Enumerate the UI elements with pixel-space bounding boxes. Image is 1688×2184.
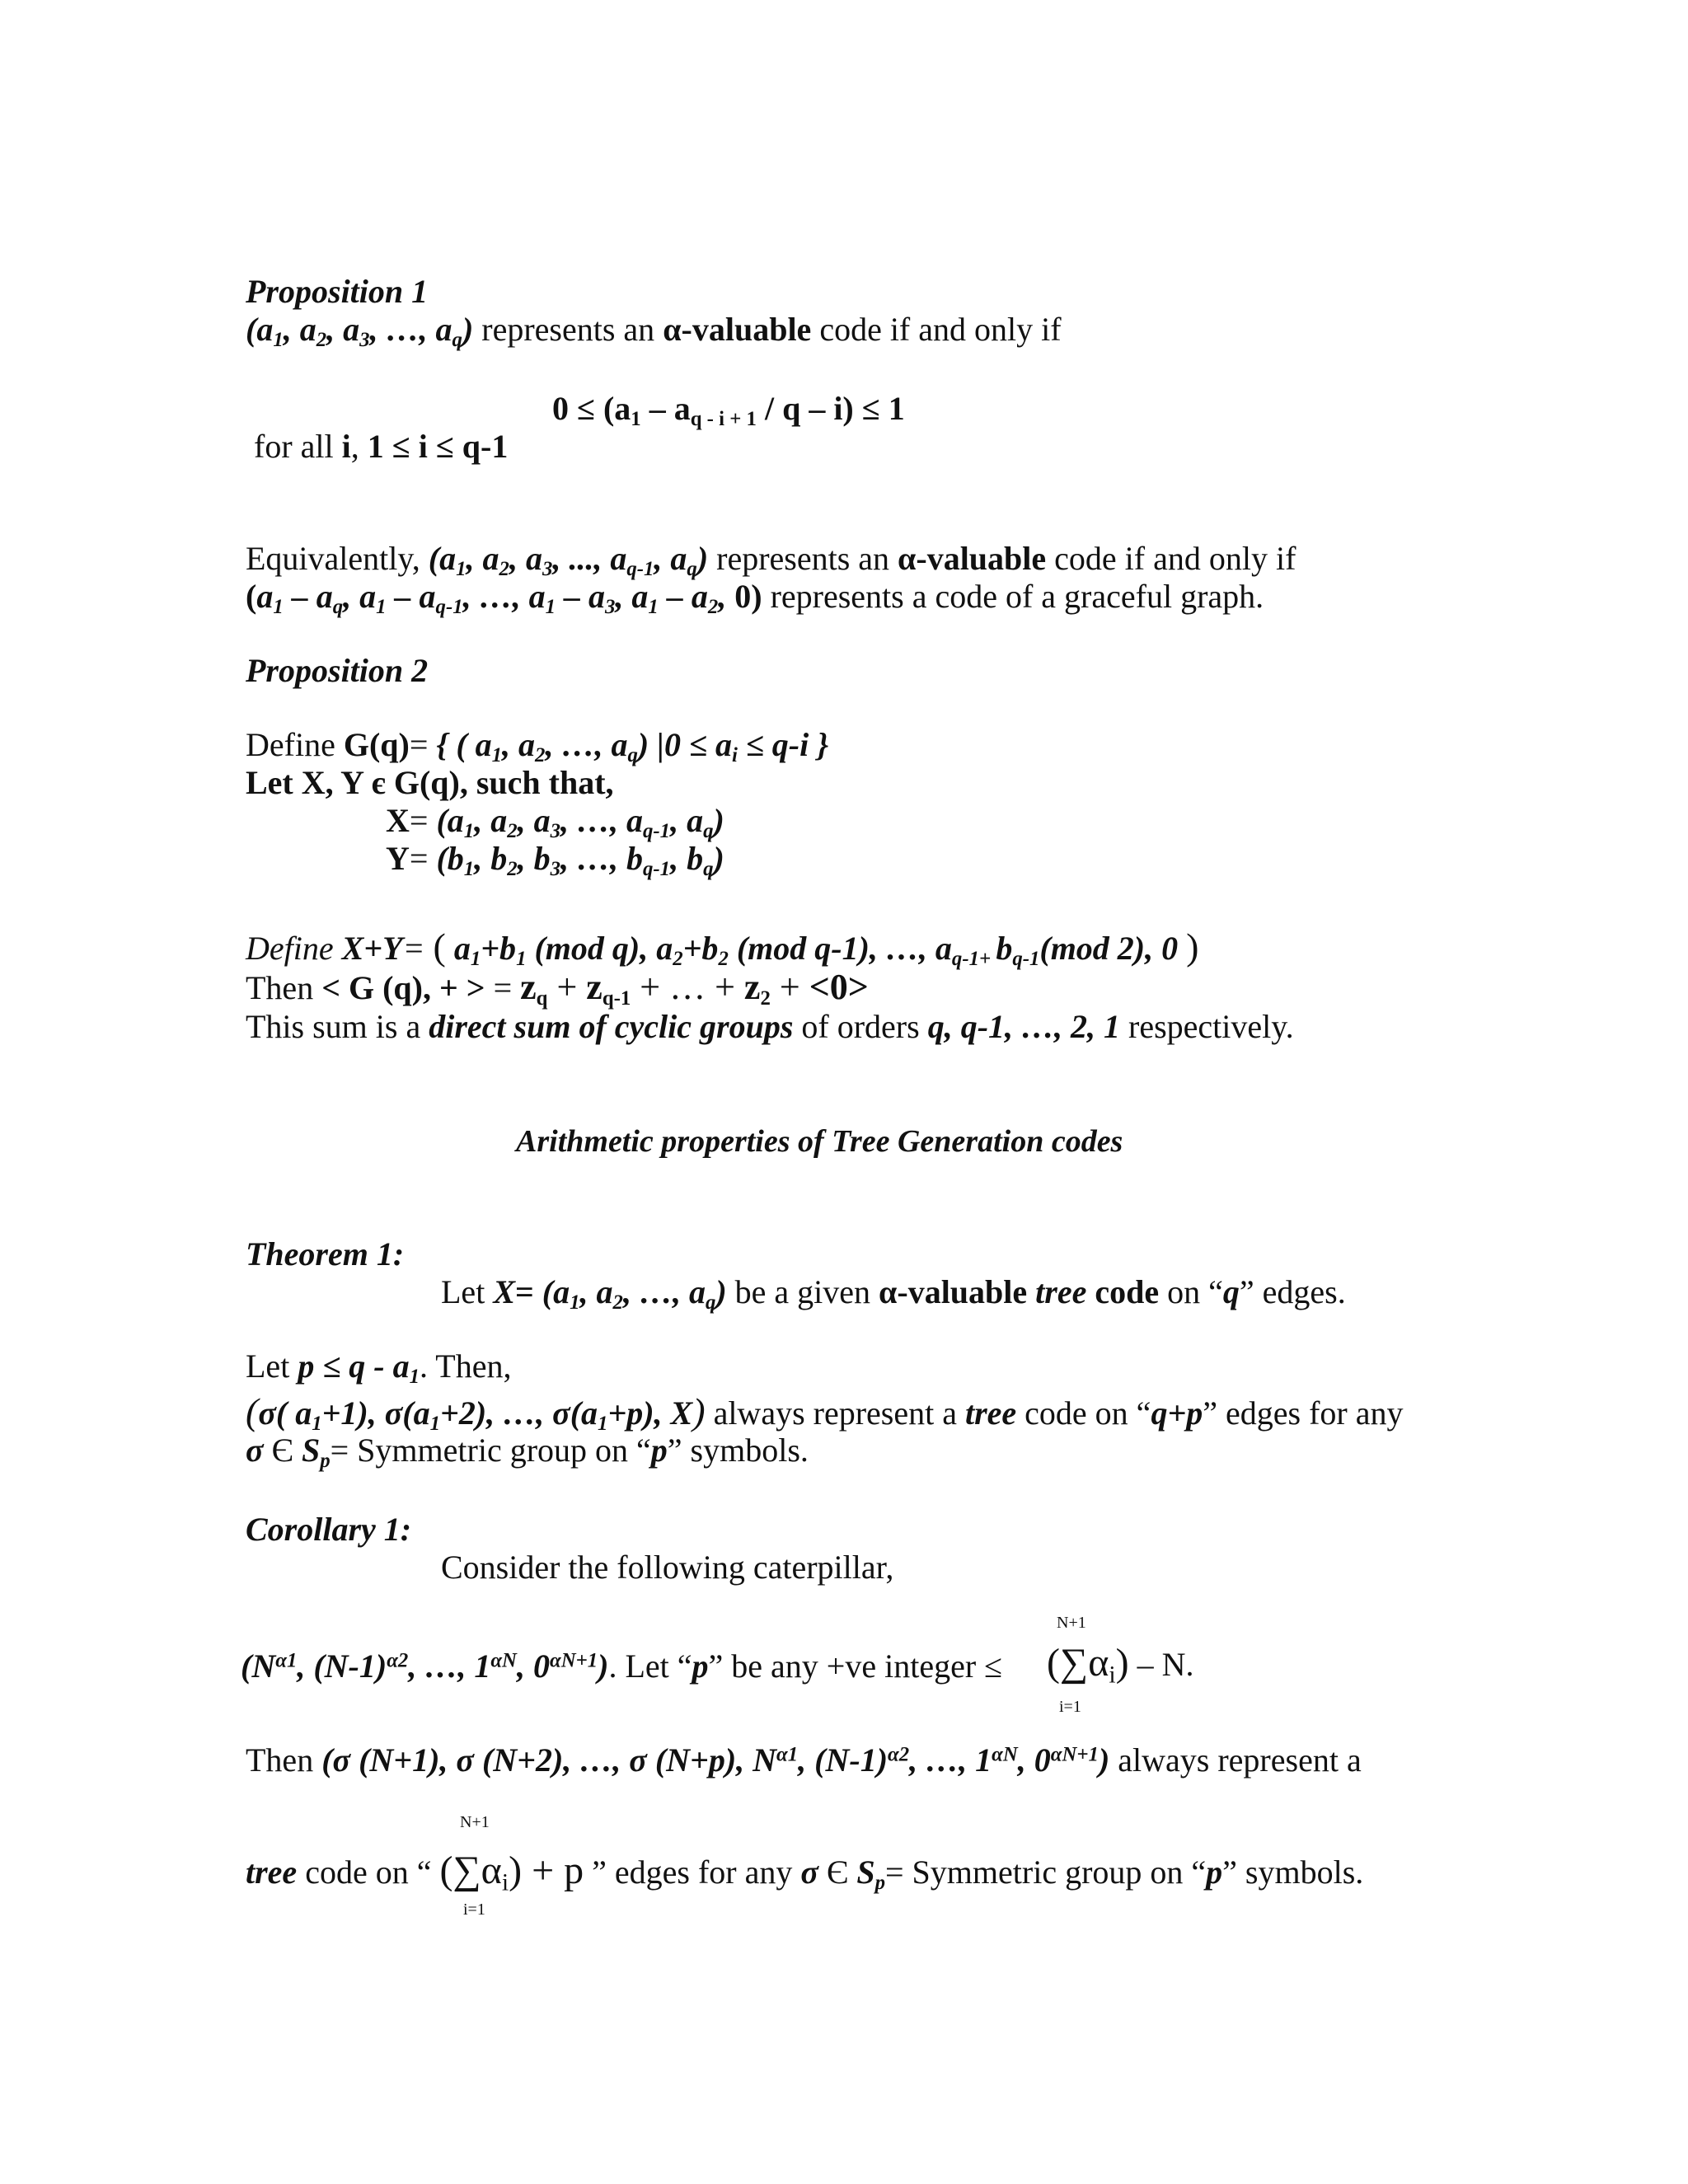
- text: (σ (N+1), σ (N+2), …, σ (N+p), N: [321, 1741, 777, 1779]
- exponent: [888, 1744, 909, 1766]
- proposition-2-define: [246, 726, 829, 766]
- text: , …, 1: [909, 1741, 992, 1779]
- text: (mod q-1), …, a: [728, 930, 952, 967]
- text: represents an: [473, 311, 663, 348]
- text: = Symmetric group on “: [330, 1432, 651, 1469]
- text: S: [856, 1854, 875, 1891]
- text: (N: [241, 1647, 276, 1685]
- text: < G (q), + >: [321, 969, 485, 1006]
- summation: [1047, 1641, 1194, 1689]
- text: (a: [542, 1273, 570, 1310]
- text: tree: [964, 1394, 1017, 1432]
- text: q: [1222, 1273, 1240, 1310]
- sub: q-1: [1012, 947, 1040, 970]
- text: +: [770, 967, 809, 1007]
- text: Then: [246, 969, 322, 1006]
- paren: ): [692, 1390, 706, 1432]
- text: , a: [579, 1273, 613, 1310]
- text: code on “: [297, 1854, 440, 1891]
- corollary-1-tree-code: [246, 1849, 1364, 1896]
- text: z: [743, 967, 761, 1007]
- text: ): [713, 840, 724, 877]
- sub: q-1: [626, 557, 654, 580]
- sub: q-1: [435, 595, 463, 618]
- text: , a: [670, 802, 704, 839]
- text: – a: [658, 578, 708, 615]
- proposition-2-y: [386, 840, 724, 880]
- text: / q – i) ≤ 1: [756, 390, 905, 427]
- text: for all: [254, 428, 342, 465]
- alpha: α: [776, 1743, 788, 1766]
- text: code: [1095, 1273, 1160, 1310]
- proposition-1-inequality: [552, 390, 905, 430]
- text: <0>: [809, 967, 869, 1007]
- text: +b: [682, 930, 719, 967]
- equivalently-line-2: [246, 578, 1264, 618]
- exponent: [992, 1744, 1018, 1766]
- text: direct sum of cyclic groups: [429, 1008, 794, 1045]
- sub: 1: [409, 1365, 420, 1388]
- text: This sum is a: [246, 1008, 429, 1045]
- text: Є: [263, 1432, 302, 1469]
- text: G(q): [343, 726, 410, 763]
- text: a: [256, 578, 274, 615]
- proposition-1-forall: [254, 430, 508, 463]
- text: , …, 1: [408, 1647, 491, 1685]
- text: +2), …, σ(a: [440, 1394, 598, 1432]
- text: on “: [1159, 1273, 1223, 1310]
- sub: q: [627, 743, 638, 766]
- equivalently-line-1: [246, 540, 1296, 580]
- sub: i: [731, 743, 738, 766]
- text: =: [402, 930, 434, 967]
- text: X: [493, 1273, 515, 1310]
- proposition-2-let: Let X, Y є G(q), such that,: [246, 764, 614, 801]
- text: ): [696, 540, 709, 577]
- theorem-1-let-p: [246, 1347, 512, 1388]
- sub: 1: [598, 1412, 608, 1435]
- text: z: [586, 967, 603, 1007]
- corollary-1-then: [246, 1741, 1362, 1779]
- sub: 2: [507, 857, 518, 880]
- alpha: α: [490, 1649, 503, 1672]
- text: = Symmetric group on “: [885, 1854, 1207, 1891]
- text: S: [301, 1432, 321, 1469]
- theorem-1-represent-line-1: [246, 1390, 1404, 1435]
- text: , 0: [1017, 1741, 1051, 1779]
- text: , …, a: [462, 578, 546, 615]
- proposition-2-direct-sum: [246, 1010, 1294, 1043]
- text: α-valuable: [663, 311, 812, 348]
- proposition-1-statement: [246, 311, 1062, 351]
- text: Let: [246, 1347, 298, 1385]
- text: σ: [246, 1432, 264, 1469]
- text: q+p: [1151, 1394, 1203, 1432]
- section-title: Arithmetic properties of Tree Generation codes: [516, 1124, 1123, 1159]
- text: X+Y: [341, 930, 403, 967]
- sub: 1: [516, 947, 527, 970]
- text: – a: [556, 578, 606, 615]
- text: N: [502, 1649, 517, 1672]
- text: ,: [718, 578, 735, 615]
- text: N: [1002, 1743, 1018, 1766]
- sub: q-1: [643, 819, 671, 842]
- text: ” symbols.: [1222, 1854, 1364, 1891]
- summation-2: [439, 1849, 584, 1896]
- sub: 1: [463, 857, 475, 880]
- sub: i: [501, 1868, 509, 1896]
- sub: 1: [470, 947, 481, 970]
- paren: ): [1186, 926, 1199, 968]
- text: – a: [283, 578, 333, 615]
- text: 1 ≤ i ≤ q-1: [367, 428, 509, 465]
- alpha: α: [549, 1649, 561, 1672]
- sub: q-1: [643, 857, 671, 880]
- sum-upper-limit: N+1: [1057, 1614, 1086, 1632]
- sub: 2: [507, 819, 518, 842]
- text: , b: [517, 840, 551, 877]
- sub: 2: [612, 1291, 623, 1314]
- text: – a: [640, 390, 691, 427]
- text: N+1: [560, 1649, 598, 1672]
- text: ): [715, 1273, 727, 1310]
- text: ” edges for any: [584, 1854, 801, 1891]
- text: Define: [246, 930, 342, 967]
- sub: q: [332, 595, 344, 618]
- text: =: [409, 802, 437, 839]
- text: 1: [787, 1743, 799, 1766]
- sub: 2: [707, 595, 719, 618]
- text: , a: [326, 311, 360, 348]
- text: . Then,: [420, 1347, 512, 1385]
- proposition-2-x: [386, 802, 724, 842]
- paren: (: [433, 926, 446, 968]
- sub: 1: [463, 819, 475, 842]
- text: +b: [481, 930, 517, 967]
- sub: 3: [550, 819, 560, 842]
- text: Y: [386, 840, 410, 877]
- sub: 2: [760, 987, 771, 1010]
- sub: 1: [456, 557, 467, 580]
- text: p: [1206, 1854, 1223, 1891]
- text: , ..., a: [552, 540, 627, 577]
- text: ” symbols.: [667, 1432, 809, 1469]
- text: ) |0 ≤ a: [637, 726, 732, 763]
- text: b: [996, 930, 1013, 967]
- sub: 1: [312, 1412, 322, 1435]
- text: (a: [436, 802, 464, 839]
- caterpillar-line: [241, 1647, 1003, 1685]
- sub: q - i + 1: [690, 407, 757, 430]
- exponent: [776, 1744, 798, 1766]
- text: ): [598, 1647, 609, 1685]
- text: (a: [428, 540, 457, 577]
- text: z: [520, 967, 537, 1007]
- theorem-1-statement: [441, 1273, 1346, 1314]
- text: , a: [474, 802, 508, 839]
- text: ,: [350, 428, 368, 465]
- text: p ≤ q - a: [298, 1347, 410, 1385]
- sub: 1: [273, 328, 284, 351]
- text: tree: [246, 1854, 298, 1891]
- sub: 1: [376, 595, 387, 618]
- text: always represent a: [1109, 1741, 1362, 1779]
- text: , …, a: [369, 311, 452, 348]
- text: (mod q), a: [526, 930, 673, 967]
- text: code if and only if: [811, 311, 1062, 348]
- text: ≤ q-i }: [737, 726, 829, 763]
- sum-symbol: (∑α: [1047, 1641, 1109, 1685]
- sub: 3: [542, 557, 553, 580]
- text: q, q-1, …, 2, 1: [927, 1008, 1121, 1045]
- text: of orders: [793, 1008, 928, 1045]
- text: X: [386, 802, 410, 839]
- alpha: α: [275, 1649, 287, 1672]
- text: 2: [898, 1743, 910, 1766]
- text: code if and only if: [1046, 540, 1296, 577]
- sub: 3: [359, 328, 370, 351]
- text: =: [515, 1273, 542, 1310]
- text: +p), X: [607, 1394, 693, 1432]
- text: ” edges for any: [1203, 1394, 1404, 1432]
- paren: ): [509, 1849, 523, 1892]
- text: , a: [615, 578, 649, 615]
- text: 0 ≤ (a: [552, 390, 631, 427]
- text: =: [485, 969, 521, 1006]
- text: =: [409, 840, 437, 877]
- text: +: [547, 967, 587, 1007]
- proposition-2-sum-definition: [246, 926, 1199, 970]
- text: i: [341, 428, 351, 465]
- alpha: α: [1050, 1743, 1062, 1766]
- sub: 3: [550, 857, 560, 880]
- text: (mod 2), 0: [1039, 930, 1187, 967]
- sub: 2: [718, 947, 729, 970]
- text: tree: [1035, 1273, 1087, 1310]
- text: , a: [509, 540, 542, 577]
- exponent: [550, 1650, 598, 1672]
- theorem-1-represent-line-2: [246, 1432, 809, 1472]
- text: code on “: [1016, 1394, 1151, 1432]
- text: (a: [246, 311, 274, 348]
- exponent: [275, 1650, 297, 1672]
- sum-symbol: (∑α: [439, 1849, 502, 1892]
- text: represents a code of a graceful graph.: [762, 578, 1264, 615]
- sub: 1: [631, 407, 641, 430]
- exponent: [1051, 1744, 1099, 1766]
- paren: (: [246, 1390, 259, 1432]
- text: 0): [734, 578, 762, 615]
- sub: q: [703, 819, 714, 842]
- sub: i: [1109, 1661, 1116, 1689]
- text: ): [462, 311, 474, 348]
- sub: q: [705, 1291, 716, 1314]
- sub: q: [452, 328, 462, 351]
- text: , a: [654, 540, 687, 577]
- text: p: [692, 1647, 709, 1685]
- text: { ( a: [436, 726, 492, 763]
- text: Equivalently,: [246, 540, 429, 577]
- text: ): [713, 802, 724, 839]
- text: , (N-1): [297, 1647, 387, 1685]
- text: , a: [466, 540, 499, 577]
- alpha: α: [888, 1743, 899, 1766]
- sum-upper-limit-2: N+1: [460, 1813, 490, 1831]
- text: , …, a: [545, 726, 628, 763]
- text: , a: [517, 802, 551, 839]
- sub: 2: [499, 557, 509, 580]
- text: – N.: [1128, 1646, 1194, 1683]
- sub: p: [320, 1449, 331, 1472]
- text: Let: [441, 1273, 494, 1310]
- paren: ): [1115, 1641, 1129, 1685]
- sub: 2: [535, 743, 546, 766]
- sum-lower-limit: i=1: [1059, 1698, 1081, 1716]
- sub: 1: [545, 595, 556, 618]
- text: , …, a: [560, 802, 643, 839]
- text: – a: [386, 578, 436, 615]
- sum-lower-limit-2: i=1: [463, 1900, 485, 1919]
- text: α-valuable: [879, 1273, 1028, 1310]
- text: (b: [436, 840, 464, 877]
- alpha: α: [992, 1743, 1003, 1766]
- text: Є: [818, 1854, 857, 1891]
- sub: 3: [605, 595, 616, 618]
- text: σ( a: [258, 1394, 312, 1432]
- text: , a: [343, 578, 377, 615]
- text: respectively.: [1120, 1008, 1294, 1045]
- text: [1086, 1273, 1095, 1310]
- text: , b: [670, 840, 704, 877]
- sub: q: [536, 987, 548, 1010]
- text: N+1: [1062, 1743, 1099, 1766]
- text: =: [409, 726, 437, 763]
- text: represents an: [708, 540, 898, 577]
- sub: q-1+: [951, 947, 996, 970]
- sub: 2: [316, 328, 327, 351]
- sub: q-1: [602, 987, 631, 1010]
- sub: 1: [429, 1412, 441, 1435]
- proposition-1-title: Proposition 1: [246, 273, 429, 310]
- text: ): [1098, 1741, 1110, 1779]
- text: + … +: [631, 967, 744, 1007]
- text: , …, a: [622, 1273, 706, 1310]
- text: , a: [502, 726, 536, 763]
- text: Then: [246, 1741, 322, 1779]
- text: α-valuable: [898, 540, 1047, 577]
- text: + p: [522, 1849, 584, 1892]
- text: ” be any +ve integer ≤: [708, 1647, 1003, 1685]
- text: be a given: [726, 1273, 879, 1310]
- text: Define: [246, 726, 344, 763]
- text: σ: [800, 1854, 818, 1891]
- text: , b: [474, 840, 508, 877]
- text: 1: [286, 1649, 298, 1672]
- sub: 1: [570, 1291, 580, 1314]
- sub: 1: [273, 595, 284, 618]
- corollary-1-statement: Consider the following caterpillar,: [441, 1549, 894, 1586]
- proposition-2-then: [246, 967, 869, 1010]
- text: , 0: [516, 1647, 550, 1685]
- sub: p: [874, 1871, 885, 1894]
- exponent: [387, 1650, 408, 1672]
- exponent: [490, 1650, 517, 1672]
- text: [1027, 1273, 1035, 1310]
- sub: 1: [491, 743, 503, 766]
- text: . Let “: [608, 1647, 692, 1685]
- text: 2: [397, 1649, 409, 1672]
- text: , a: [283, 311, 316, 348]
- proposition-2-title: Proposition 2: [246, 652, 429, 689]
- text: always represent a: [705, 1394, 965, 1432]
- sub: 2: [673, 947, 683, 970]
- text: a: [445, 930, 471, 967]
- alpha: α: [387, 1649, 398, 1672]
- corollary-1-title: Corollary 1:: [246, 1511, 412, 1548]
- text: (: [246, 578, 257, 615]
- text: , …, b: [560, 840, 643, 877]
- theorem-1-title: Theorem 1:: [246, 1235, 405, 1272]
- text: +1), σ(a: [321, 1394, 430, 1432]
- sub: q: [703, 857, 714, 880]
- sub: q: [687, 557, 697, 580]
- sub: 1: [648, 595, 659, 618]
- text: ” edges.: [1239, 1273, 1346, 1310]
- text: , (N-1): [798, 1741, 889, 1779]
- text: p: [650, 1432, 668, 1469]
